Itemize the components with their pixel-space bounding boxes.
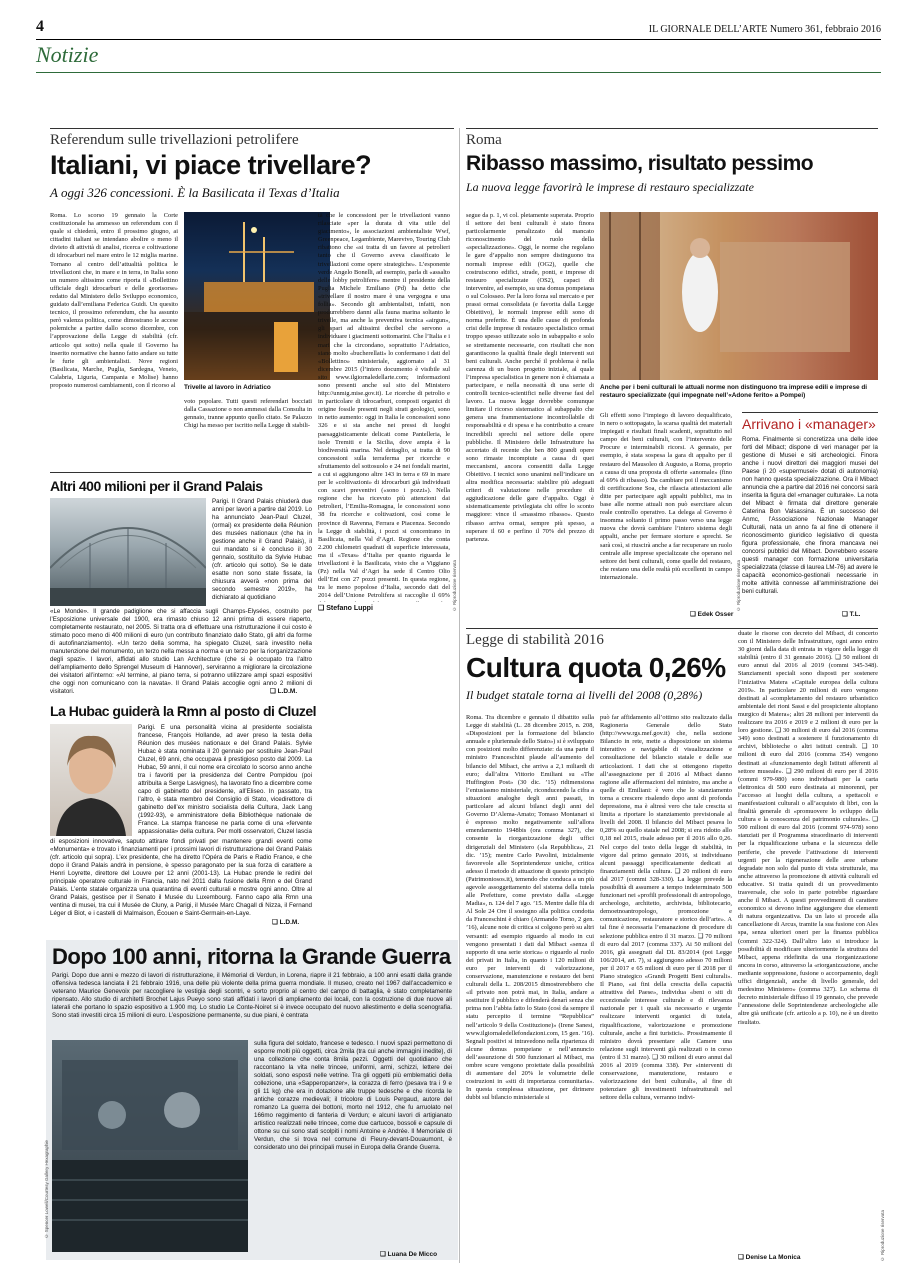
art6-title: Arrivano i «manager» <box>742 416 876 432</box>
page-number: 4 <box>36 18 44 35</box>
art5-col1: segue da p. 1, vi col. pletamente superata. Proprio il settore dei beni culturali è stato finora particolarmente penalizzato dal mancato riconoscimento del ruolo della «specializzazione». Oggi, le norme che regolano le gare d’appalto non sempre distinguono tra normali imprese edili (OG2), quelle che costruiscono edifici, strade, ponti, e imprese di restauro specializzate (OS2), capaci di intervenire, ad esempio, su una domus pompeiana o sul Colosseo. Per la loro forza sul mercato e per prassi ormai consolidata (e favorita dalla Legge Obiettivo), le normali imprese edili sono di norma preferite. È una delle cause di profonda crisi delle imprese di restauro specialistico ormai troppo spesso utilizzate solo in subappalto e solo se strettamente necessarie, con risultati che non garantiscono la qualità finale degli interventi sui beni culturali. Anche perché il problema è nella carenza di un buon progetto iniziale, al quale l’impresa specialistica in genere non è chiamata a partecipare, e nella necessità di una serie di controlli tecnico-scientifici nelle diverse fasi del lavoro. La nuova legge dovrebbe comunque limitare il ricorso sistematico al subappalto che genera una frammentazione incontrollabile di responsabilità e di spesa e ha contribuito a creare incredibili sprechi nel settore delle opere pubbliche. Il Ministero delle Infrastrutture ha accertato di recente che ben 800 grandi opere sono rimaste incompiute a causa di quei meccanismi, ancora consentiti dalla Legge Obiettivo. I tecnici sono unanimi nell’indicare un altra modifica necessaria: stabilire più adeguati criteri di valutazione nelle procedure di aggiudicazione delle gare d’appalto. Oggi è sistematicamente privilegiata chi offre lo sconto maggiore: vince il «massimo ribasso». Questo ribasso arriva ormai, sempre più spesso, a superare il 60 e perfino il 70% del prezzo di partenza. <box>466 212 594 543</box>
art4-text-full: Parigi. Dopo due anni e mezzo di lavori di ristrutturazione, il Mémorial di Verdun, in Lorena, riapre il 21 febbraio, a 100 anni esatti dalla grande offensiva tedesca lanciata il 21 febbraio 1916, una delle più violente della prima guerra mondiale. Il museo, creato nel 1967 dall’accademico e veterano Maurice Genevoix per raccogliere le vestigia degli scontri, e sorto proprio al centro del campo di battaglia, è stato completamente ripensato. Allo studio di architetti Brochet Lajus Pueyo sono stati affidati i lavori di ampliamento dei locali, con la costruzione di due nuove ali laterali che portano lo spazio espositivo a 1.900 mq. Lo studio Le Conte-Noiret si è invece occupato del nuovo allestimento e della scenografia. Sono stati investiti circa 15 milioni di euro. L’esposizione permanente, su due piani, è centrata <box>52 972 452 1019</box>
art5-kicker: Roma <box>466 132 502 148</box>
art7-kicker: Legge di stabilità 2016 <box>466 632 604 648</box>
art7-col2: può far affidamento all’ottimo sito realizzato dalla Ragioneria Generale dello Stato (http://www.rgs.mef.gov.it) che, nella sezione Bilancio in rete, mette a disposizione un sistema interattivo e navigabile di visualizzazione e consultazione del bilancio statale e delle sue articolazioni. I dati che si ottengono rispetto all’assegnazione per il 2016 al Mibact danno ragione alle affermazioni del ministro, ma anche a quelle di Emiliani: è vero che lo stanziamento torna a crescere risalendo dopo anni di profonda depressione, ma è altresì vero che tale crescita si limita a riportare lo stanziamento previsionale al livelli del 2008. Il bilancio del Mibact pesava lo 0,28% su quello statale nel 2008; si era ridotto allo 0,18 nel 2015, risale adesso per il 2016 allo 0,26. Nel corpo del testo della legge di stabilità, in vigore dal primo gennaio 2016, si individuano alcuni passaggi specificatamente dedicati ai finanziamenti della cultura. ❑ 20 milioni di euro dal 2017 (commi 328-330). La legge prevede la possibilità di assumere a tempo indeterminato 500 funzionari nei «profili professionali di antropologo, archeologo, architetto, archivista, bibliotecario, demoetnoantropologo, promozione e comunicazione, restauratore e storico dell’arte». A tal fine è necessaria l’emanazione di procedure di selezione pubblica entro il 31 marzo. ❑ 70 milioni di euro dal 2017 (comma 337). Ai 50 milioni del 2016, già assegnati dal DL 83/2014 (poi Legge 106/2014, art. 7), si aggiungono adesso 70 milioni per il 2017 e 65 milioni di euro per il 2018 per il Piano strategico «Grandi Progetti Beni culturali». Il Piano, «ai fini della crescita della capacità attrattiva del Paese», individua «beni o siti di eccezionale interesse culturale e di rilevanza nazionale per i quali sia necessario e urgente realizzare interventi organici di tutela, riqualificazione, valorizzazione e promozione culturale, anche a fini turistici». Prossimamente il ministro dovrà presentare alle Camere una relazione sugli interventi già realizzati o in corso (entro il 31 marzo). ❑ 30 milioni di euro annui dal 2016 al 2019 (comma 338). Per «interventi di conservazione, manutenzione, restauro e valorizzazione dei beni culturali», al fine di potenziare gli investimenti infrastrutturali nel settore della cultura, verranno indivi- <box>600 714 732 1102</box>
art3-title: La Hubac guiderà la Rmn al posto di Cluzel <box>50 703 317 719</box>
oil-rig-photo <box>184 212 330 380</box>
art2-signature: ❑ L.D.M. <box>270 688 298 695</box>
art2-text-full: «Le Monde». Il grande padiglione che si affaccia sugli Champs-Élysées, costruito per l’Esposizione universale del 1900, era rimasto chiuso 12 anni prima di essere riaperto, completamente restaurato, nel 2005. Si tratta ora di effettuare una ristrutturazione il cui costo è stimato poco meno di 400 milioni di euro (un contributo finanziato dallo Stato, gli altri da forme di autofinanziamento). «Un terzo della somma, ha spiegato Cluzel, sarà investito nella manutenzione del monumento, un terzo nella messa a norma e un terzo per la riorganizzazione degli spazi». I lavori, affidati allo studio Lan Architecture (che si è occupato tra l’altro dell’ampliamento dello Sprengel Museum di Hannover), serviranno a migliorare la circolazione dei visitatori all’interno: «Al termine, al piano terra, si potranno utilizzare ampi spazi espositivi che oggi non comunicano con la navata». Il Grand Palais accoglie ogni anno 2 milioni di visitatori. <box>50 608 312 695</box>
art7-title: Cultura quota 0,26% <box>466 652 726 683</box>
art1-photo-caption: Trivelle al lavoro in Adriatico <box>184 384 271 391</box>
art1-title: Italiani, vi piace trivellare? <box>50 150 372 180</box>
art1-col1: Roma. Lo scorso 19 gennaio la Corte costituzionale ha ammesso un referendum con il quale si chiederà, entro il prossimo giugno, ai cittadini italiani se intendano abolire o meno il divieto di attività di analisi, ricerca e coltivazione di idrocarburi nel mare entro le 12 miglia marine. Tornano al centro dell’attualità politica le trivellazioni che, in mare e in terra, in Italia sono un numero altissimo come riporta il «Bollettino ufficiale degli idrocarburi e delle georisorse» redatto dal Ministero dello Sviluppo economico, guidato dall’emiliana Federica Guidi. Un quesito tecnico, il prossimo referendum, che ha assunto però valenza politica, come dimostrano le accese polemiche a partire dallo scorso dicembre, con l’approvazione della Legge di stabilità (cfr. articolo qui sotto) nella quale il Governo ha inserito normative che hanno fatto andare su tutte le furie gli ambientalisti. Nove regioni (Basilicata, Marche, Puglia, Sardegna, Veneto, Calabria, Liguria, Campania e Molise) hanno proposto numerosi cambiamenti, con il ricorso al <box>50 212 178 389</box>
section-rule <box>36 72 881 73</box>
art1-subtitle: A oggi 326 concessioni. È la Basilicata il Texas d’Italia <box>50 185 340 200</box>
art6-text: Roma. Finalmente si concretizza una delle idee forti del Mibact; dispone di veri manager per la gestione di Musei e siti archeologici. Finora anche i nuovi direttori dei maggiori musei del Paese (i 20 «supermusei» dotati di autonomia) non hanno questa specializzazione. Ora il Mibact annuncia che a partire dal 2016 nei concorsi sarà inserita la figura del «manager culturale». La nota del Mibact è firmata dal direttore generale Caterina Bon Valsassina. È un successo del Anmc, l’Associazione Nazionale Manager Culturali, nata un anno fa al fine di ottenere il riconoscimento giuridico legislativo di questa figura professionale, che finora mancava nei concorsi pubblici del Mibact. Dovrebbero essere questi manager con formazione universitaria specializzata (classe di laurea LM-76) ad avere le capacità economico-gestionali necessarie in molte attività connesse all’amministrazione dei beni culturali. <box>742 436 878 595</box>
art6-top-rule <box>742 412 878 413</box>
art5-photo-caption: Anche per i beni culturali le attuali norme non distinguono tra imprese edili e imprese di restauro specializzate (qui impegnate nell’«Adone ferito» a Pompei) <box>600 384 868 399</box>
credit-5: © Spencer Lowell/Courtesy Gallery Hexagraphie <box>44 1140 49 1239</box>
art4-signature: ❑ Luana De Micco <box>380 1251 438 1258</box>
grand-palais-illustration <box>50 498 206 606</box>
art2-text-right: Parigi. Il Grand Palais chiuderà due anni per lavori a partire dal 2019. Lo ha annunciato Jean-Paul Cluzel, (ormai) ex presidente della Réunion des musées nationaux (che ha in gestione anche il Grand Palais), il cui mandato si è concluso il 30 gennaio, sostituito da Sylvie Hubac (cfr. articolo qui sotto). Se le date esatte non sono state fissate, la chiusura avverà «non prima del secondo semestre 2019», ha dichiarato al quotidiano <box>212 498 312 601</box>
art7-subtitle: Il budget statale torna ai livelli del 2008 (0,28%) <box>466 688 703 702</box>
art7-top-rule <box>466 628 878 629</box>
art6-signature: ❑ T.L. <box>842 611 861 618</box>
art5-col2: Gli effetti sono l’impiego di lavoro dequalificato, in nero o sottopagato, la scarsa qualità dei materiali impiegati e risultati finali scadenti, soprattutto nel campo dei beni culturali, con l’intervento delle Procure e interminabili ricorsi. A gennaio, per esempio, è stata sospesa la gara di appalto per il restauro del Mausoleo di Augusto, a Roma, proprio a causa di una proposta di offerte «anomale» (fino al 69% di ribasso). Da cambiare poi il meccanismo di certificazione Soa, che rilascia attestazioni alle ditte per partecipare agli appalti pubblici, ma in base alle norme attuali non può esercitare alcun reale controllo operativo. La delega al Governo è insomma soltanto il primo passo verso una legge nuova che dovrà cambiare l’intero sistema degli appalti, anche per fermare storture e sprechi. Se sarà così, si riuscirà anche a far recuperare un ruolo centrale alle imprese specializzate che operano nel settore dei beni culturali, come quelle del restauro, che restano una delle realtà più eccellenti in campo internazionale. <box>600 412 732 581</box>
art3-signature: ❑ L.D.M. <box>272 919 300 926</box>
section-title: Notizie <box>36 42 99 67</box>
art5-top-rule <box>466 128 878 129</box>
art1-kicker: Referendum sulle trivellazioni petrolifere <box>50 132 299 148</box>
art5-title: Ribasso massimo, risultato pessimo <box>466 152 814 175</box>
credit-1: © Riproduzione riservata <box>452 560 457 612</box>
grand-palais-photo <box>50 498 206 606</box>
art2-title: Altri 400 milioni per il Grand Palais <box>50 478 263 494</box>
art4-text-right: sulla figura del soldato, francese e tedesco. I nuovi spazi permettono di esporre molti più oggetti, circa 2mila (tra cui anche immagini inedite), di una collezione che conta 8mila pezzi. Oggetti del quotidiano che raccontano la vita nelle trincee, uniformi, armi, schizzi, lettere dei soldati, sono esposti nelle vetrine. Tra gli oggetti più emblematici della collezione, una «Sapperopanzer», la corazza di ferro (pesava tra i 9 e gli 11 kg) che era in dotazione alle truppe tedesche e che ricorda le antiche corazze medievali; il tricolore di Louis Pergaud, autore del romanzo La guerra dei bottoni, morto nel 1912, che fu arruolato nel 166mo reggimento di fanteria di Verdun; e alcuni lavori di artigianato artistico realizzati nelle trincee, come due cartucce, bossoli e capsule di ottone su cui sono stati scolpiti i nomi Antoine e Andrée. Il Memoriale di Verdun, che si trova nel comune di Fleury-devant-Douaumont, è considerato uno dei principali musei in Europa della Grande Guerra. <box>254 1040 452 1151</box>
fresco-illustration <box>600 212 878 380</box>
restoration-photo <box>600 212 878 380</box>
art7-signature: ❑ Denise La Monica <box>738 1254 801 1261</box>
hubac-portrait <box>50 724 132 836</box>
art7-col1: Roma. Tra dicembre e gennaio il dibattito sulla Legge di stabilità (L. 28 dicembre 2015, n. 208, «Disposizioni per la formazione del bilancio annuale e pluriennale dello Stato») si è sviluppato con posizioni molto differenziate: da una parte il ministro Franceschini plaude all’aumento del bilancio del Mibact, che arriva a 2,1 miliardi di euro; dall’altra Vittorio Emiliani su «The Huffington Post» (30 dic. ’15) ridimensiona l’entusiasmo ministeriale, riconducendo la cifra a situazioni analoghe degli anni passati, in particolare ad alcuni bilanci degli anni del Governo D’Alema-Amato; Tomaso Montanari si è espresso molto negativamente sull’allora emendamento 1948bis (ora comma 327), che consente la riorganizzazione degli uffici dirigenziali del Ministero («la Repubblica», 21 dic. ’15); mentre Carlo Pavolini, inizialmente favorevole alle Soprintendenze uniche, critica adesso il metodo di attuazione di questo principio (Patrimoniosos.it), temendo che conduca a un più agevole assoggettamento del sistema della tutela alle Prefetture, come previsto dalla «Legge Madia», n. 124 del 7 ago. ’15. Mentre dalle fila di Al Sole 24 Ore il sostegno alla politica condotta da Franceschini è chiaro (Armando Torno, 2 gen. ’16), alcune note di critica si colgono però su altri versanti: ad esempio riguardo al modo in cui vengono presentati i dati dal Mibact «senza il supporto di una serie storica» o riguardo al ruolo dei privati in Italia, in quanto i 120 milioni di euro per interventi di valorizzazione, conservazione, manutenzione e restauro dei beni culturali della L. 208/2015 dimostrerebbero che «il privato non potrà mai, in Italia, andare a sostituire il pubblico e difenderà denarì senza che prima non l’abbia fatto lo Stato (così da sempre il statu percepito il termine “Repubblica” nell’articolo 9 della Costituzione)» (Irene Sanesi, www.ilgiornaledellefondazioni.com, 15 gen. ’16). Segnali positivi si intravedono nella ripartenza di alcune domus pompeiane e nell’annuncio dell’assunzione di 500 funzionari al Mibact, ma ombre scure vengono proiettate dalla possibilità di aumentare del 20% le volumetrie delle costruzioni in «siti di importanza comunitaria». In questa complessa situazione, per dirimere dubbi sul bilancio ministeriale si <box>466 714 594 1102</box>
header-rule <box>36 39 881 40</box>
art1-signature: ❑ Stefano Luppi <box>318 605 373 612</box>
art1-top-rule <box>50 128 454 129</box>
art5-subtitle: La nuova legge favorirà le imprese di restauro specializzate <box>466 180 754 194</box>
art3-text-full: di esposizioni innovative, saputo attirare fondi privati per mantenere grandi eventi come «Monumenta» e trovato i finanziamenti per i prossimi lavori di ristrutturazione del Grand Palais (cfr. articolo qui sopra). L’ex presidente, che ha diretto l’Opéra de Paris e Radio France, e che dopo il Grand Palais andrà in pensione, è spesso paragonato per la sua forza di carattere a Henri Loyrette, direttore del Louvre per 12 anni (2001-13). La Hubac prende le redini del principale operatore culturale in Francia, nato nel 2011 dalla fusione della Rmn e del Grand Palais. L’ente statale organizza una quarantina di eventi culturali e mostre ogni anno. Oltre al Grand Palais, gestisce per il Senato il Musée du Luxembourg. Fanno capo alla Rmn una ventina di musei, tra cui il Musée de Cluny, a Parigi, il Musée Marc Chagall di Nizza, il Fernand Léger di Biot, e i castelli di Malmaison, Écouen e Saint-Germain-en-Laye. <box>50 838 312 917</box>
art4-title: Dopo 100 anni, ritorna la Grande Guerra <box>52 944 451 969</box>
verdun-photo <box>52 1040 248 1252</box>
art5-signature: ❑ Edek Osser <box>690 611 734 618</box>
publication-line: IL GIORNALE DELL’ARTE Numero 361, febbraio 2016 <box>648 24 881 35</box>
credit-2: © Riproduzione riservata <box>736 560 741 612</box>
art7-col3: duate le risorse con decreto del Mibact, di concerto con il Ministero delle Infrastrutture, ogni anno entro 30 giorni dalla data di entrata in vigore della legge di stabilità (entro il 31 gennaio 2016). ❑ 50 milioni di euro annui dal 2016 al 2019 (commi 345-348). Stanziamenti speciali sono disposti per sostenere l’iniziativa Matera «Capitale europea della cultura 2019». In particolare 20 milioni di euro vengono destinati al «completamento del restauro urbanistico ambientale dei rioni Sassi e del prospiciente altopiano murgico di Matera»; altri 28 milioni per interventi da realizzare tra 2016 e 2019 e 2 milioni di euro per la loro gestione. ❑ 30 milioni di euro dal 2016 (comma 349) sono destinati a sostenere il funzionamento di archivi, biblioteche o altri istituti centrali. ❑ 10 milioni di euro dal 2016 (comma 354) vengono destinati ai «funzionamento degli Istituti afferenti al settore museale». ❑ 290 milioni di euro per il 2016 (commi 979-980) sono individuati per la carta elettronica di 500 euro destinata ai minorenni, per l’accesso ai luoghi della cultura, a spettacoli e manifestazioni culturali o all’acquisto di libri, con la finalità generale di «promuovere lo sviluppo della cultura e la conoscenza del patrimonio culturale». ❑ 500 milioni di euro dal 2016 (commi 974-978) sono stanziati per il Programma straordinario di interventi per la riqualificazione urbana e la sicurezza delle periferie, che prevede l’attivazione di interventi urgenti per la rigenerazione delle aree urbane degradate non solo dal punto di vista strutturale, ma anche attraverso la promozione di attività culturali ed educative. Si tratta quindi di un provvedimento trasversale, che solo in parte potrebbe riguardare anche il Mibact. A questi provvedimenti di carattere economico si devono infine aggiungere due elementi di natura organizzativa. Da un lato si procede alla cancellazione di Arcus, tramite la sua fusione con Ales spa, senza ulteriori oneri per la finanza pubblica (commi 322-324). Dall’altro lato si introduce la possibilità di modificare ulteriormente la struttura del Mibact, appena ridefinita da una riorganizzazione ancora in corso, attraverso la «riorganizzazione, anche mediante soppressione, fusione o accorpamento, degli uffici dirigenziali, anche di livello generale, del medesimo Ministero» (comma 327). Lo schema di decreto ministeriale diffuso il 19 gennaio, che prevede l’annessione delle Soprintendenze archeologiche alle altre già unificate (cfr. articolo a p. 10), ne è un diretto risultato. <box>738 630 878 1026</box>
art2-top-rule <box>50 472 312 473</box>
verdun-illustration <box>52 1040 248 1252</box>
column-divider <box>459 128 460 1263</box>
credit-3: © Riproduzione riservata <box>880 1210 885 1262</box>
art1-col2: voto popolare. Tutti questi referendari bocciati dalla Cassazione o non ammessi dalla Consulta in gennaio, tranne appunto quello citato. Se Palazzo Chigi ha messo per iscritto nella Legge di stabili- <box>184 398 312 430</box>
art1-col3: tà che le concessioni per le trivellazioni vanno rilasciate «per la durata di vita utile del giacimento», le associazioni ambientaliste Wwf, Greenpeace, Legambiente, Marevivo, Touring Club ribattono che «si tratta di un favore ai petrolieri tanto che il Governo aveva classificato le trivellazioni come opere strategiche». L’esponente verde Angelo Bonelli, ad esempio, parla di «assalto delle lobby petrolifere» mentre il presidente della Puglia Michele Emiliano (Pd) ha detto che «trivellare il nostro mare è una vergogna e una follia». Secondo gli ambientalisti, infatti, non produrrebbero danni alla fauna marina soltanto le trivelle, ma anche la preventiva tecnica «airgun», gli spari ad altissimi decibel che servono a individuare i giacimenti sottomarini. Che l’Italia e i mari che la circondano, soprattutto l’Adriatico, siano molto «bucherellati» lo confermano i dati del «Bollettino» ministeriale, aggiornato al 31 dicembre 2015 (l’intero documento è visibile sul sito www.ilgiornaledellarte.com; informazioni sono presenti anche sul sito del Ministero http://unmig.mise.gov.it). Le ricerche di petrolio e in particolare di idrocarburi, composti organici di origine fossile presenti negli strati geologici, sono in netto aumento: oggi in Italia le concessioni sono 326 e si sta anche nei pressi di luoghi paesaggisticamente delicati come Pantelleria, le isole Tremiti e la Sicilia, dove ampia è la biodiversità marina. Nel dettaglio, si tratta di 90 concessioni sulla terraferma per ricerche e sfruttamento del sottosuolo e 24 nei fondali marini, a cui si aggiungono altre 143 in terra e 69 in mare per le «coltivazioni» di idrocarburi già individuati con scavi preventivi («sono i pozzi»). Nella regione che ha ricevuto più attenzioni dai petrolieri, l’Emilia-Romagna, le concessioni sono 38 fra ricerche e coltivazioni, così come le province di Ravenna, Ferrara e Piacenza. Secondo la Legge di stabilità, i pozzi si concentrano in Basilicata, nella Val d’Agri. Regione che conta 2.200 chilometri quadrati di superficie interessata, ma il «Texas» d’Italia per quanto riguarda le trivellazioni è la Basilicata, visto che a Viggiano (Pz) nella Val d’Agri ha sede il Centro Olio dell’Eni con 27 pozzi presenti. In questa regione, tra le meno popolose d’Italia, secondo dati del 2014 dell’Unione Petrolifera si raccoglie il 69% <box>318 212 450 600</box>
art3-text-right: Parigi. È una personalità vicina al presidente socialista francese, François Hollande, ad aver preso la testa della Réunion des musées nationaux e del Grand Palais. Sylvie Hubac è stata nominata il 20 gennaio per sostituire Jean-Paul Cluzel, 69 anni, che occupava il prestigioso posto dal 2009. La Hubac, 59 anni, il cui nome era circolato lo scorso anno anche tra i favoriti per la presidenza del Centre Pompidou (poi attribuita a Serge Lasvignes), ha lavorato fino a dicembre come capo di gabinetto del presidente, all’Eliseo. In passato, tra l’altro, è stata membro del Consiglio di Stato, vicedirettore di gabinetto dell’ex ministro socialista della Cultura, Jack Lang (1992-93), e amministratore della Bibliothèque nationale de France. La stampa francese ne parla come di una «fervente appassionata» della cultura. Per molti osservatori, Cluzel lascia <box>138 724 312 835</box>
portrait-illustration <box>50 724 132 836</box>
oil-rig-illustration <box>184 212 330 380</box>
